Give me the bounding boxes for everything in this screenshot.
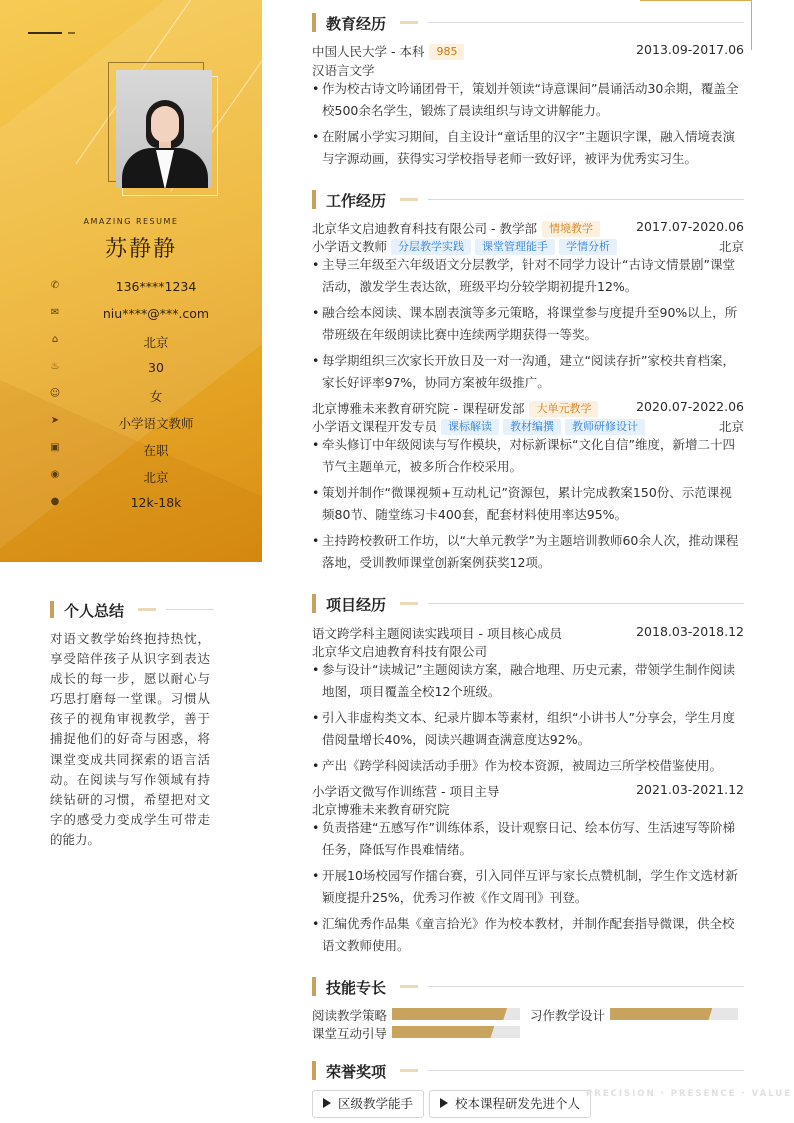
project-row: [312, 782, 744, 800]
list-item: • 每学期组织三次家长开放日及一对一沟通，建立“阅读存折”家校共育档案，家长好评率97%，协同方案被年级推广。: [312, 350, 744, 394]
location-icon: ◉: [50, 469, 60, 480]
list-item: • 开展10场校园写作擂台赛，引入同伴互评与家长点赞机制，学生作文选材新颖度提升25%，优秀习作被《作文周刊》刊登。: [312, 865, 744, 909]
list-item: • 在附属小学实习期间，自主设计“童话里的汉字”主题识字课，融入情境表演与字源动画，获得实习学校指导老师一致好评，被评为优秀实习生。: [312, 126, 744, 170]
list-item: • 牵头修订中年级阅读与写作模块，对标新课标“文化自信”维度，新增二十四节气主题单元，被多所合作校采用。: [312, 434, 744, 478]
heading-rule: [166, 609, 214, 610]
job-tag: 大单元教学: [529, 401, 598, 417]
education-major: 汉语言文学: [312, 63, 375, 78]
skill-tag: 教材编撰: [503, 419, 561, 435]
education-heading: 教育经历: [312, 13, 744, 33]
info-city: ◉ 北京: [48, 468, 238, 484]
decor-dash: [28, 32, 62, 34]
job-company-row: [312, 219, 744, 237]
project-row: [312, 624, 744, 642]
briefcase-icon: ▣: [50, 442, 60, 453]
skill-bar-fill: [392, 1008, 507, 1020]
list-item: • 产出《跨学科阅读活动手册》作为校本资源，被周边三所学校借鉴使用。: [312, 755, 744, 777]
project-org: 北京华文启迪教育科技有限公司: [312, 644, 488, 659]
info-age: ♨ 30: [48, 360, 238, 376]
summary-text: 对语文教学始终抱持热忱，享受陪伴孩子从识字到表达成长的每一步，愿以耐心与巧思打磨每一堂课。习惯从孩子的视角审视教学，善于捕捉他们的好奇与困惑，将课堂变成共同探索的语言活动。在阅读与写作领域有持续钻研的习惯，希望把对文字的感受力变成学生可带走的能力。: [50, 631, 210, 847]
list-item: • 汇编优秀作品集《童言拾光》作为校本教材，并制作配套指导微课，供全校语文教师使用。: [312, 913, 744, 957]
skill-bar-fill: [392, 1026, 494, 1038]
info-salary: ● 12k-18k: [48, 495, 238, 511]
list-item: • 参与设计“读城记”主题阅读方案，融合地理、历史元素，带领学生制作阅读地图，项目覆盖全校12个班级。: [312, 659, 744, 703]
job-company: 北京华文启迪教育科技有限公司 - 教学部: [312, 221, 537, 236]
job-city: 北京: [718, 419, 744, 434]
heading-pill: [138, 608, 156, 611]
info-gender: ☺ 女: [49, 388, 163, 404]
skill-tag: 分层教学实践: [391, 239, 471, 255]
skill-bar: [392, 1026, 520, 1038]
work-heading: 工作经历: [312, 190, 744, 210]
honors-heading: 荣誉奖项: [312, 1061, 744, 1081]
skill-label: 阅读教学策略: [312, 1008, 388, 1023]
list-item: • 主持跨校教研工作坊，以“大单元教学”为主题培训教师60余人次，推动课程落地，受训教师课堂创新案例获奖12项。: [312, 530, 744, 574]
project-name: 小学语文微写作训练营 - 项目主导: [312, 784, 500, 799]
skill-tag: 教师研修设计: [565, 419, 645, 435]
list-item: • 融合绘本阅读、课本剧表演等多元策略，将课堂参与度提升至90%以上，所带班级在年级朗读比赛中连续两学期获得一等奖。: [312, 302, 744, 346]
project-period: 2021.03-2021.12: [636, 782, 744, 797]
watermark: PRECISION · PRESENCE · VALUE: [586, 1089, 792, 1099]
job-role-row: [312, 417, 744, 435]
phone-icon: ✆: [50, 280, 60, 291]
info-hometown: ⌂ 北京: [48, 333, 238, 349]
job-period: 2020.07-2022.06: [636, 399, 744, 414]
school-name: 中国人民大学 - 本科: [312, 44, 425, 59]
project-org: 北京博雅未来教育研究院: [312, 802, 450, 817]
list-item: • 策划并制作“微课视频+互动札记”资源包，累计完成教案150份、示范课视频80节、随堂练习卡400套，配套材料使用率达95%。: [312, 482, 744, 526]
profile-photo: [116, 70, 212, 188]
decor-dash: [68, 32, 75, 34]
info-position: ➤ 小学语文教师: [48, 414, 238, 430]
job-tag: 情境教学: [542, 221, 600, 237]
skill-label: 课堂互动引导: [312, 1026, 388, 1041]
job-company-row: [312, 399, 744, 417]
send-icon: ➤: [50, 415, 60, 426]
projects-heading: 项目经历: [312, 594, 744, 614]
info-email: ✉ niu****@***.com: [48, 306, 238, 322]
skill-tag: 课堂管理能手: [475, 239, 555, 255]
skills-heading: 技能专长: [312, 977, 744, 997]
skill-bar: [610, 1008, 738, 1020]
skill-bar-fill: [610, 1008, 712, 1020]
list-item: • 负责搭建“五感写作”训练体系，设计观察日记、绘本仿写、生活速写等阶梯任务，降低写作畏难情绪。: [312, 817, 744, 861]
resume-tagline: AMAZING RESUME: [83, 217, 179, 226]
project-period: 2018.03-2018.12: [636, 624, 744, 639]
skill-bar: [392, 1008, 520, 1020]
honor-badge: 校本课程研发先进个人: [429, 1090, 591, 1118]
skill-tag: 课标解读: [441, 419, 499, 435]
heading-accent-bar: [50, 601, 54, 618]
info-phone: ✆ 136****1234: [48, 279, 238, 295]
candidate-name: 苏静静: [104, 237, 177, 262]
job-role: 小学语文教师: [312, 239, 388, 254]
smile-icon: ☺: [49, 388, 61, 399]
list-item: • 作为校古诗文吟诵团骨干，策划并领读“诗意课间”晨诵活动30余期，覆盖全校500余名学生，锻炼了晨读组织与诗文讲解能力。: [312, 78, 744, 122]
project-name: 语文跨学科主题阅读实践项目 - 项目核心成员: [312, 626, 562, 641]
education-school-row: [312, 42, 744, 60]
play-icon: [440, 1098, 448, 1108]
play-icon: [323, 1098, 331, 1108]
education-period: 2013.09-2017.06: [636, 42, 744, 57]
job-role-row: [312, 237, 744, 255]
home-icon: ⌂: [51, 334, 59, 345]
skill-label: 习作教学设计: [530, 1008, 606, 1023]
honor-badge: 区级教学能手: [312, 1090, 424, 1118]
list-item: • 引入非虚构类文本、纪录片脚本等素材，组织“小讲书人”分享会，学生月度借阅量增长40%，阅读兴趣调查满意度达92%。: [312, 707, 744, 751]
school-tag: 985: [429, 44, 464, 60]
list-item: • 主导三年级至六年级语文分层教学，针对不同学力设计“古诗文情景剧”课堂活动，激发学生表达欲，班级平均分较学期初提升12%。: [312, 254, 744, 298]
job-period: 2017.07-2020.06: [636, 219, 744, 234]
job-role: 小学语文课程开发专员: [312, 419, 438, 434]
email-icon: ✉: [50, 307, 60, 318]
job-company: 北京博雅未来教育研究院 - 课程研发部: [312, 401, 525, 416]
cake-icon: ♨: [50, 361, 60, 372]
skill-tag: 学情分析: [559, 239, 617, 255]
info-status: ▣ 在职: [48, 441, 238, 457]
sidebar-header: [0, 0, 262, 562]
job-city: 北京: [718, 239, 744, 254]
salary-icon: ●: [50, 496, 60, 507]
